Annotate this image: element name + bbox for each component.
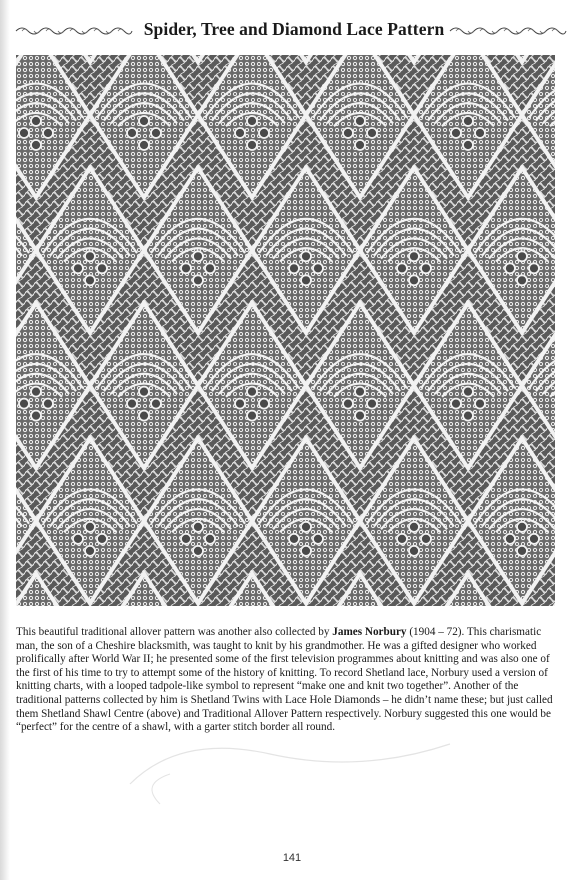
lace-spider-hole <box>313 534 323 544</box>
lace-spider-hole <box>73 534 83 544</box>
lace-spider-hole <box>97 263 107 273</box>
lace-spider-hole <box>127 399 137 409</box>
lace-spider-hole <box>517 522 527 532</box>
lace-spider-hole <box>301 251 311 261</box>
lace-spider-hole <box>73 263 83 273</box>
lace-spider-hole <box>193 275 203 285</box>
article-paragraph <box>16 626 559 735</box>
lace-spider-hole <box>247 116 257 126</box>
lace-spider-hole <box>19 128 29 138</box>
lace-spider-hole <box>343 399 353 409</box>
lace-spider-hole <box>301 275 311 285</box>
lace-spider-hole <box>181 263 191 273</box>
lace-spider-hole <box>31 411 41 421</box>
lace-spider-hole <box>463 140 473 150</box>
lace-spider-hole <box>367 128 377 138</box>
lace-spider-hole <box>343 128 353 138</box>
lace-spider-hole <box>247 411 257 421</box>
lace-spider-hole <box>475 399 485 409</box>
page-gutter-shadow <box>0 0 10 880</box>
lace-spider-hole <box>421 534 431 544</box>
lace-spider-hole <box>355 387 365 397</box>
vine-ornament-icon <box>448 24 568 38</box>
lace-spider-hole <box>259 399 269 409</box>
lace-spider-hole <box>313 263 323 273</box>
lace-spider-hole <box>421 263 431 273</box>
lace-spider-hole <box>235 399 245 409</box>
lace-spider-hole <box>205 534 215 544</box>
lace-spider-hole <box>409 522 419 532</box>
lace-spider-hole <box>409 546 419 556</box>
lace-spider-hole <box>43 399 53 409</box>
vine-ornament-icon <box>14 24 134 38</box>
lace-spider-hole <box>505 263 515 273</box>
lace-spider-hole <box>151 399 161 409</box>
lace-spider-hole <box>463 411 473 421</box>
lace-spider-hole <box>355 411 365 421</box>
lace-spider-hole <box>529 263 539 273</box>
lace-spider-hole <box>181 534 191 544</box>
lace-spider-hole <box>517 251 527 261</box>
lace-spider-hole <box>529 534 539 544</box>
lace-spider-hole <box>139 116 149 126</box>
lace-spider-hole <box>193 546 203 556</box>
lace-spider-hole <box>31 140 41 150</box>
lace-spider-hole <box>451 399 461 409</box>
lace-pattern-image <box>16 55 555 606</box>
article-intro: This beautiful traditional allover pattern was another also collected by <box>16 626 333 638</box>
lace-spider-hole <box>247 140 257 150</box>
lace-spider-hole <box>301 546 311 556</box>
lace-spider-hole <box>31 387 41 397</box>
lace-spider-hole <box>151 128 161 138</box>
page-title: Spider, Tree and Diamond Lace Pattern <box>143 19 445 39</box>
page-header <box>14 16 570 46</box>
lace-spider-hole <box>409 251 419 261</box>
lace-spider-hole <box>259 128 269 138</box>
designer-name: James Norbury <box>332 626 407 638</box>
lace-spider-hole <box>193 251 203 261</box>
lace-spider-hole <box>139 387 149 397</box>
lace-spider-hole <box>355 116 365 126</box>
lace-spider-hole <box>475 128 485 138</box>
lace-spider-hole <box>289 263 299 273</box>
lace-spider-hole <box>355 140 365 150</box>
lace-spider-hole <box>85 251 95 261</box>
lace-spider-hole <box>397 534 407 544</box>
lace-spider-hole <box>397 263 407 273</box>
lace-spider-hole <box>31 116 41 126</box>
lace-spider-hole <box>85 546 95 556</box>
lace-spider-hole <box>451 128 461 138</box>
lace-spider-hole <box>193 522 203 532</box>
lace-spider-hole <box>517 546 527 556</box>
lace-spider-hole <box>235 128 245 138</box>
lace-spider-hole <box>139 411 149 421</box>
lace-spider-hole <box>85 522 95 532</box>
lace-spider-hole <box>517 275 527 285</box>
lace-spider-hole <box>301 522 311 532</box>
lace-spider-hole <box>97 534 107 544</box>
lace-spider-hole <box>247 387 257 397</box>
lace-spider-hole <box>205 263 215 273</box>
article-body: (1904 – 72). This charismatic man, the son of a Cheshire blacksmith, was taught to knit by his grandmother. He was a gifted designer who worked prolifically after World War II; he presented some of the first television programmes about knitting and was also one of the first of his time to try to attempt some of the history of knitting. To record Shetland lace, Norbury used a version of knitting charts, with a looped tadpole-like symbol to represent “make one and knit two together”. Another of the traditional patterns collected by him is Shetland Twins with Lace Hole Diamonds – he didn’t name these; but just called them Shetland Shawl Centre (above) and Traditional Allover Pattern respectively. Norbury suggested this one would be “perfect” for the centre of a shawl, with a garter stitch border all round. <box>16 626 553 734</box>
lace-spider-hole <box>85 275 95 285</box>
page-number: 141 <box>282 852 302 864</box>
lace-spider-hole <box>43 128 53 138</box>
lace-spider-hole <box>289 534 299 544</box>
lace-spider-hole <box>19 399 29 409</box>
lace-spider-hole <box>367 399 377 409</box>
lace-spider-hole <box>139 140 149 150</box>
lace-spider-hole <box>127 128 137 138</box>
lace-photograph <box>16 55 555 606</box>
lace-spider-hole <box>505 534 515 544</box>
lace-spider-hole <box>463 116 473 126</box>
decorative-swirl <box>120 724 480 814</box>
lace-spider-hole <box>463 387 473 397</box>
lace-spider-hole <box>409 275 419 285</box>
